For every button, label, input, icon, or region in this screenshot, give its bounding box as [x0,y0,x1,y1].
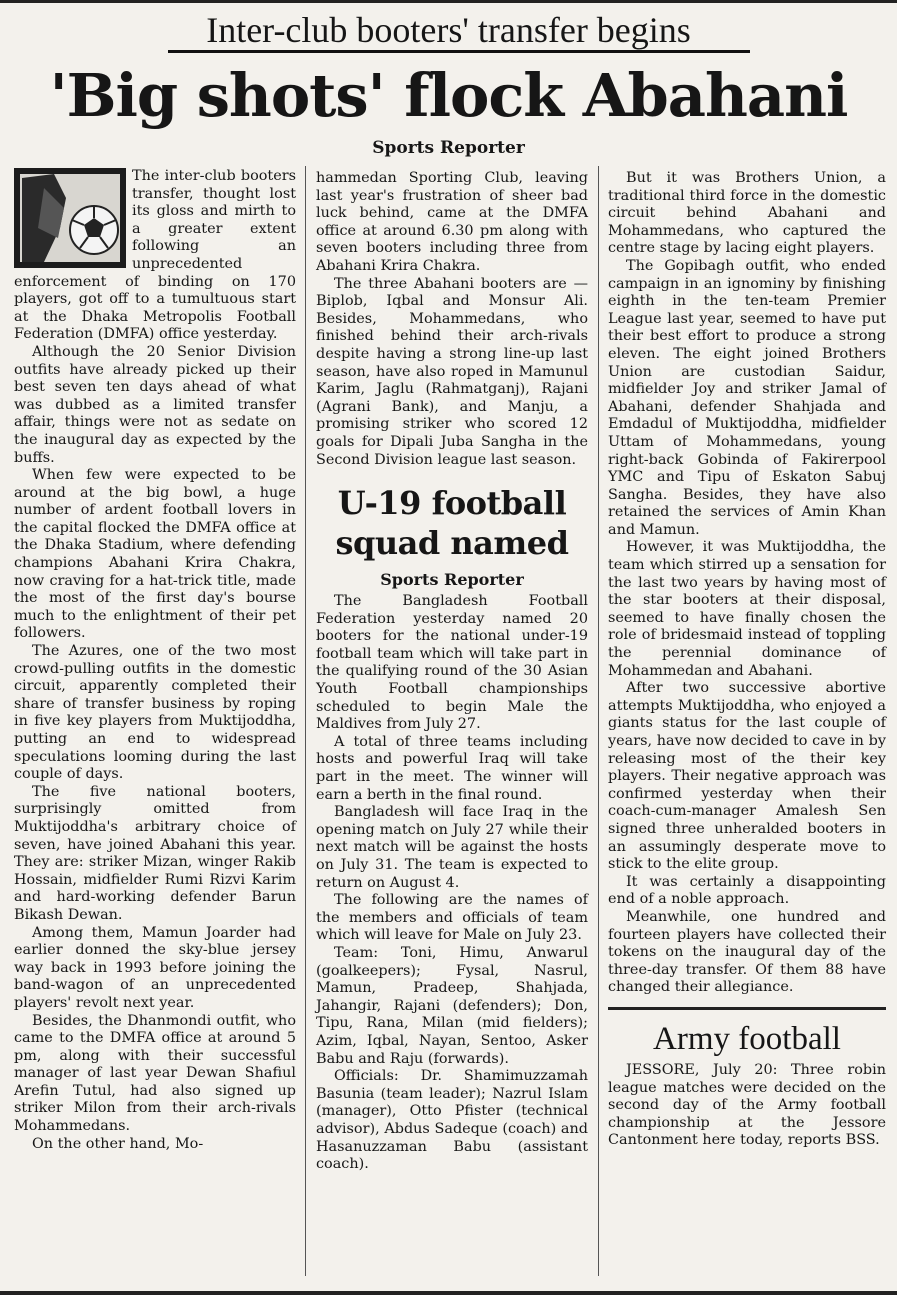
main-headline: 'Big shots' flock Abahani [49,61,848,130]
kicker-underline [168,50,750,53]
story-paragraph: hammedan Sporting Club, leaving last year's frustration of sheer bad luck behind, came at the DMFA office at around 6.30 pm along with seven booters including three from Abahani Krira Chakra. [316,170,588,274]
story-paragraph: A total of three teams including hosts and powerful Iraq will take part in the meet. The winner will earn a berth in the final round. [316,733,588,803]
story-paragraph: The Bangladesh Football Federation yesterday named 20 booters for the national under-19 football team which will take part in the qualifying round of the 30 Asian Youth Football championships scheduled to begin Male the Maldives from July 27. [316,593,588,733]
story-paragraph: The inter-club booters transfer, thought lost its gloss and mirth to a greater extent following an unprecedented enforcement of binding on 170 players, got off to a tumultuous start at the Dhaka Metropolis Football Federation (DMFA) office yesterday. [14,168,296,343]
top-rule [0,0,897,3]
story-paragraph: The following are the names of the members and officials of team which will leave for Male on July 23. [316,892,588,944]
story-paragraph: Bangladesh will face Iraq in the opening match on July 27 while their next match will be against the hosts on July 31. The team is expected to return on August 4. [316,804,588,891]
story-paragraph: The three Abahani booters are — Biplob, Iqbal and Monsur Ali. Besides, Mohammedans, who finished behind their arch-rivals despite having a strong line-up last season, have also roped in Mamunul Karim, Jaglu (Rahmatganj), Rajani (Agrani Bank), and Manju, a promising striker who scored 12 goals for Dipali Juba Sangha in the Second Division league last season. [316,275,588,468]
story-paragraph: After two successive abortive attempts Muktijoddha, who enjoyed a giants status for the last couple of years, have now decided to cave in by releasing most of the their key players. Their negative approach was confirmed yesterday when their coach-cum-manager Amalesh Sen signed three unheralded booters in an assumingly desperate move to stick to the elite group. [608,680,886,873]
story-paragraph: The Azures, one of the two most crowd-pulling outfits in the domestic circuit, apparently completed their share of transfer business by roping in five key players from Muktijoddha, putting an end to widespread speculations looming during the last couple of days. [14,643,296,783]
section-rule [608,1007,886,1010]
story-paragraph: The five national booters, surprisingly omitted from Muktijoddha's arbitrary choice of seven, have joined Abahani this year. They are: striker Mizan, winger Rakib Hossain, midfielder Rumi Rizvi Karim and hard-working defender Barun Bikash Dewan. [14,783,296,923]
football-player-photo [14,168,126,268]
story-paragraph: When few were expected to be around at the big bowl, a huge number of ardent football lovers in the capital flocked the DMFA office at the Dhaka Stadium, where defending champions Abahani Krira Chakra, now craving for a hat-trick title, made the most of the first day's bourse much to the enlightment of their pet followers. [14,467,296,642]
story-paragraph: Meanwhile, one hundred and fourteen players have collected their tokens on the inaugural day of the three-day transfer. Of them 88 have changed their allegiance. [608,908,886,996]
u19-story [316,483,588,1174]
story-paragraph: However, it was Muktijoddha, the team which stirred up a sensation for the last two years by having most of the star booters at their disposal, seemed to have finally chosen the role of bridesmaid instead of toppling the perennial dominance of Mohammedan and Abahani. [608,539,886,679]
story-paragraph: The Gopibagh outfit, who ended campaign in an ignominy by finishing eighth in the ten-team Premier League last year, seemed to have put their best effort to produce a strong eleven. The eight joined Brothers Union are custodian Saidur, midfielder Joy and striker Jamal of Abahani, defender Shahjada and Emdadul of Muktijoddha, midfielder Uttam of Mohammedans, young right-back Gobinda of Fakirerpool YMC and Tipu of Eskaton Sabuj Sangha. Besides, they have also retained the services of Amin Khan and Mamun. [608,257,886,538]
main-story-column-1 [14,168,296,1153]
column-divider [305,166,306,1276]
main-story-column-2 [316,170,588,1174]
main-byline: Sports Reporter [372,138,525,158]
u19-headline: U-19 football squad named [335,484,569,563]
story-paragraph: Team: Toni, Himu, Anwarul (goalkeepers); Fysal, Nasrul, Mamun, Pradeep, Shahjada, Jahangir, Rajani (defenders); Don, Tipu, Rana, Milan (mid fielders); Azim, Iqbal, Nayan, Sentoo, Asker Babu and Raju (forwards). [316,944,588,1067]
story-paragraph: Besides, the Dhanmondi outfit, who came to the DMFA office at around 5 pm, along with their successful manager of last year Dewan Shafiul Arefin Tutul, had also signed up striker Milon from their arch-rivals Mohammedans. [14,1012,296,1135]
column-divider [598,166,599,1276]
u19-byline: Sports Reporter [380,570,524,590]
army-headline: Army football [653,1020,841,1057]
story-paragraph: But it was Brothers Union, a traditional third force in the domestic circuit behind Abahani and Mohammedans, who captured the centre stage by lacing eight players. [608,170,886,257]
story-paragraph: Although the 20 Senior Division outfits have already picked up their best seven ten days ahead of what was dubbed as a limited transfer affair, things were not as sedate on the inaugural day as expected by the buffs. [14,343,296,466]
army-story [608,1018,886,1150]
story-paragraph: Officials: Dr. Shamimuzzamah Basunia (team leader); Nazrul Islam (manager), Otto Pfister (technical advisor), Abdus Sadeque (coach) and Hasanuzzaman Babu (assistant coach). [316,1068,588,1173]
main-story-column-3 [608,170,886,1150]
story-paragraph: It was certainly a disappointing end of a noble approach. [608,873,886,908]
story-paragraph: JESSORE, July 20: Three robin league matches were decided on the second day of the Army football championship at the Jessore Cantonment here today, reports BSS. [608,1061,886,1149]
bottom-rule [0,1291,897,1295]
story-paragraph: On the other hand, Mo- [32,1135,204,1152]
kicker-headline: Inter-club booters' transfer begins [206,10,691,50]
story-paragraph: Among them, Mamun Joarder had earlier donned the sky-blue jersey way back in 1993 before joining the band-wagon of an unprecedented players' revolt next year. [14,924,296,1011]
